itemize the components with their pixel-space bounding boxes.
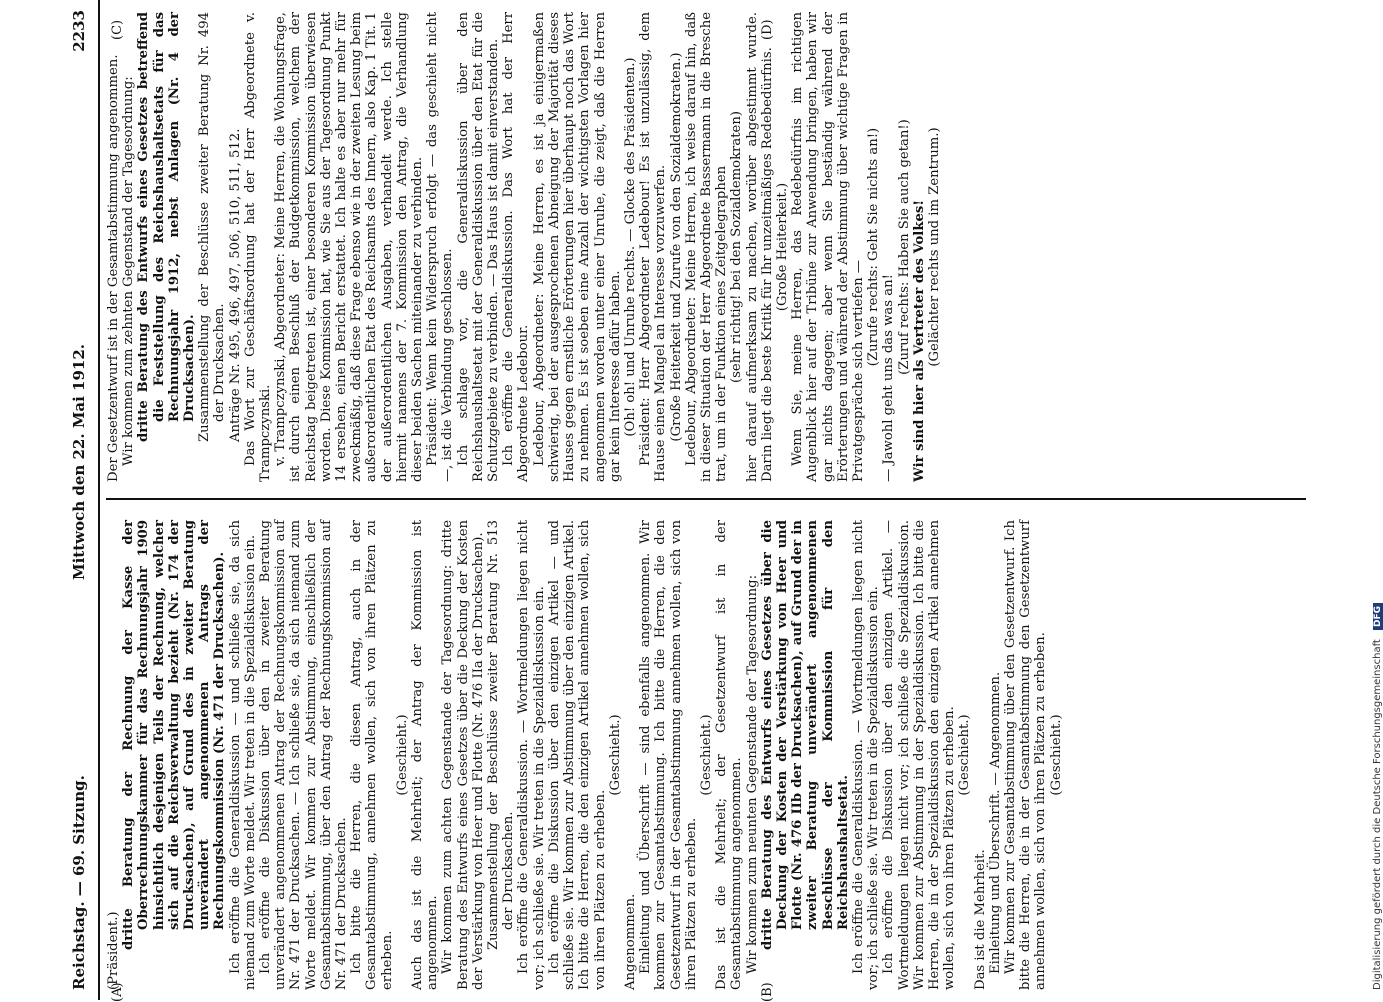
header-date: Mittwoch den 22. Mai 1912. xyxy=(70,343,88,580)
paragraph: Wir kommen zum neunten Gegenstande der Tagesordnung: xyxy=(744,574,760,974)
paragraph: Ich schlage vor, die Generaldiskussion über den Reichshaushaltsetat mit der Generaldiskussion über den Etat für die Schutzgebiete zu verbinden. — Das Haus ist damit einverstanden. xyxy=(455,12,502,482)
margin-marker-d: (D) xyxy=(760,19,775,40)
stage-note: (Geschieht.) xyxy=(957,714,973,796)
speech: Ledebour, Abgeordneter: Meine Herren, es ist ja einigermaßen schwierig, bei der ausgesprochenen Abneigung der Majorität dieses Hauses gegen ernstliche Erörterungen hier überhaupt noch das Wort zu nehmen. Es ist soeben eine Anzahl der wichtigsten Vorlagen hier angenommen worden unter einer Unruhe, die zeigt, daß die Herren gar kein Interesse dafür haben. xyxy=(531,12,623,482)
stage-note: (sehr richtig! bei den Sozialdemokraten) xyxy=(729,111,745,383)
paragraph: Wir kommen zum zehnten Gegenstand der Tagesordnung: xyxy=(121,76,137,466)
stage-note: (Gelächter rechts und im Zentrum.) xyxy=(926,127,942,367)
stage-note: (Große Heiterkeit.) xyxy=(774,182,790,312)
paragraph: Angenommen. xyxy=(622,893,638,990)
paragraph: Ich eröffne die Generaldiskussion — und schließe sie, da sich niemand zum Worte meldet. Wir treten in die Spezialdiskussion ein. xyxy=(227,520,258,990)
margin-marker-b: (B) xyxy=(760,982,775,1002)
paragraph: Ich eröffne die Diskussion über den in zweiter Beratung unverändert angenommenen Antrag der Rechnungskommission auf Nr. 471 der Drucksachen. — Ich schließe sie, da sich niemand zum Worte meldet. Wir kommen zur Abstimmung, einschließlich der Gesamtabstimmung, über den Antrag der Rechnungskommission auf Nr. 471 der Drucksachen. xyxy=(258,520,350,990)
paragraph: Wir kommen zur Gesamtabstimmung über den Gesetzentwurf. Ich bitte die Herren, die in der Gesamtabstimmung den Gesetzentwurf annehmen wollen, sich von ihren Plätzen zu erheben. xyxy=(1002,520,1049,990)
paragraph: Das Wort zur Geschäftsordnung hat der Herr Abgeordnete v. Trampczynski. xyxy=(242,12,274,482)
paragraph: Auch das ist die Mehrheit; der Antrag der Kommission ist angenommen. xyxy=(410,520,441,990)
column-divider xyxy=(106,498,1306,500)
speech: v. Trampczynski, Abgeordneter: Meine Herren, die Wohnungsfrage, ist durch einen Beschluß der Budgetkommission, welchem der Reichstag beigetreten ist, einer besonderen Kommission überwiesen worden. Diese Kommission hat, wie Sie aus der Tagesordnung Punkt 14 ersehen, einen Bericht erstattet. Ich halte es aber nur mehr für zweckmäßig, daß diese Frage ebenso wie in der zweiten Lesung beim außerordentlichen Etat des Reichsamts des Innern, also Kap. 1 Tit. 1 der außerordentlichen Ausgaben, verhandelt werde. Ich stelle hiermit namens der 7. Kommission den Antrag, die Verhandlung dieser beiden Sachen miteinander zu verbinden. xyxy=(273,12,426,482)
stage-note: (Geschieht.) xyxy=(607,714,623,796)
paragraph: — Jawohl geht uns das was an! xyxy=(881,274,897,482)
stage-note: (Zuruf rechts: Haben Sie auch getan!) xyxy=(896,119,912,375)
paragraph: Ich eröffne die Diskussion über den einzigen Artikel — und schließe sie. Wir kommen zur Abstimmung über den einzigen Artikel. Ich bitte die Herren, die den einzigen Artikel annehmen wollen, sich von ihren Plätzen zu erheben. xyxy=(546,520,608,990)
paragraph: Wir sind hier als Vertreter des Volkes! xyxy=(911,199,927,482)
paragraph: Einleitung und Überschrift — sind ebenfalls angenommen. Wir kommen zur Gesamtabstimmung. Ich bitte die Herren, die den Gesetzentwurf in der Gesamtabstimmung annehmen wollen, sich von ihren Plätzen zu erheben. xyxy=(638,520,699,990)
stage-note: (Geschieht.) xyxy=(1048,714,1064,796)
credit-text: Digitalisierung gefördert durch die Deutsche Forschungsgemeinschaft xyxy=(1372,639,1383,990)
paragraph: Der Gesetzentwurf ist in der Gesamtabstimmung angenommen. xyxy=(106,54,121,482)
stage-note: (Geschieht.) xyxy=(698,714,714,796)
paragraph: Das ist die Mehrheit; der Gesetzentwurf ist in der Gesamtabstimmung angenommen. xyxy=(714,520,745,990)
stage-note: (Geschieht.) xyxy=(394,714,410,796)
page-number: 2233 xyxy=(70,10,88,52)
paragraph: Wir kommen zum achten Gegenstande der Tagesordnung: dritte Beratung des Entwurfs eines Gesetzes über die Deckung der Kosten der Verstärkung von Heer und Flotte (Nr. 476 IIa der Drucksachen). xyxy=(440,520,486,990)
agenda-item: dritte Beratung des Entwurfs eines Gesetzes über die Deckung der Kosten der Verstärkung von Heer und Flotte (Nr. 476 IIb der Drucksachen), auf Grund der in zweiter Beratung unverändert angenommenen Beschlüsse der Kommission für den Reichshaushaltsetat. xyxy=(759,520,851,950)
left-column xyxy=(106,520,1306,990)
speech: Präsident: Wenn kein Widerspruch erfolgt — das geschieht nicht —, ist die Verbindung geschlossen. xyxy=(425,12,456,482)
speech: Präsident: Herr Abgeordneter Ledebour! Es ist unzulässig, dem Hause einen Mangel an Interesse vorzuwerfen. xyxy=(638,12,669,482)
paragraph: Anträge Nr. 495, 496, 497, 506, 510, 511, 512. xyxy=(227,128,243,442)
margin-marker-c: (C) xyxy=(110,19,125,40)
digitization-credit xyxy=(1372,10,1383,990)
paragraph: Wenn Sie, meine Herren, das Redebedürfnis im richtigen Augenblick hier auf der Tribüne zur Anwendung bringen, haben wir gar nichts dagegen; aber wenn Sie beständig während der Erörterungen und während der Abstimmung über wichtige Fragen in Privatgespräche sich vertiefen — xyxy=(790,12,866,482)
right-column xyxy=(106,12,1306,482)
paragraph: Ich eröffne die Generaldiskussion. Das Wort hat der Herr Abgeordnete Ledebour. xyxy=(501,12,532,482)
paragraph: (Präsident.) xyxy=(106,911,121,990)
paragraph: Zusammenstellung der Beschlüsse zweiter Beratung Nr. 513 der Drucksachen. xyxy=(486,520,517,950)
paragraph: Ich eröffne die Diskussion über den einzigen Artikel. — Wortmeldungen liegen nicht vor; ich schließe die Spezialdiskussion. Wir kommen zur Abstimmung in der Spezialdiskussion. Ich bitte die Herren, die in der Spezialdiskussion den einzigen Artikel annehmen wollen, sich von ihren Plätzen zu erheben. xyxy=(881,520,958,990)
margin-marker-a: (A) xyxy=(110,982,125,1002)
speech: Ledebour, Abgeordneter: Meine Herren, ich weise darauf hin, daß in dieser Situation der Herr Abgeordnete Bassermann in die Bresche trat, um in der Funktion eines Zeitgelegraphen xyxy=(683,12,730,482)
paragraph: Ich eröffne die Generaldiskussion. — Wortmeldungen liegen nicht vor; ich schließe sie. Wir treten in die Spezialdiskussion ein. xyxy=(516,520,547,990)
stage-note: (Große Heiterkeit und Zurufe von den Sozialdemokraten.) xyxy=(668,52,684,442)
header-session: Reichstag. — 69. Sitzung. xyxy=(70,775,88,990)
agenda-item: dritte Beratung der Rechnung der Kasse der Oberrechnungskammer für das Rechnungsjahr 1909 hinsichtlich desjenigen Teils der Rechnung, welcher sich auf die Reichsverwaltung bezieht (Nr. 174 der Drucksachen), auf Grund des in zweiter Beratung unverändert angenommenen Antrags der Rechnungskommission (Nr. 471 der Drucksachen). xyxy=(121,520,228,950)
paragraph: Zusammenstellung der Beschlüsse zweiter Beratung Nr. 494 der Drucksachen. xyxy=(197,12,228,442)
stage-note: (Oh! oh! und Unruhe rechts. — Glocke des Präsidenten.) xyxy=(622,57,638,437)
page-header xyxy=(70,0,100,1000)
rotated-page xyxy=(70,0,1353,1000)
header-rule xyxy=(98,0,100,1000)
agenda-item: dritte Beratung des Entwurfs eines Gesetzes betreffend die Feststellung des Reichshaushaltsetats für das Rechnungsjahr 1912, nebst Anlagen (Nr. 4 der Drucksachen). xyxy=(136,12,198,442)
paragraph: Ich bitte die Herren, die diesen Antrag, auch in der Gesamtabstimmung, annehmen wollen, sich von ihren Plätzen zu erheben. xyxy=(349,520,395,990)
paragraph: Das ist die Mehrheit. xyxy=(972,849,988,990)
paragraph: Ich eröffne die Generaldiskussion. — Wortmeldungen liegen nicht vor; ich schließe sie. Wir treten in die Spezialdiskussion ein. xyxy=(850,520,882,990)
stage-note: (Zurufe rechts: Geht Sie nichts an!) xyxy=(866,127,882,367)
paragraph: Einleitung und Überschrift. — Angenommen. xyxy=(987,671,1003,974)
paragraph: hier darauf aufmerksam zu machen, worüber abgestimmt wurde. Darin liegt die beste Kritik für Ihr unzeitmäßiges Redebedürfnis. xyxy=(744,12,775,482)
dfg-logo: DFG xyxy=(1373,603,1383,630)
